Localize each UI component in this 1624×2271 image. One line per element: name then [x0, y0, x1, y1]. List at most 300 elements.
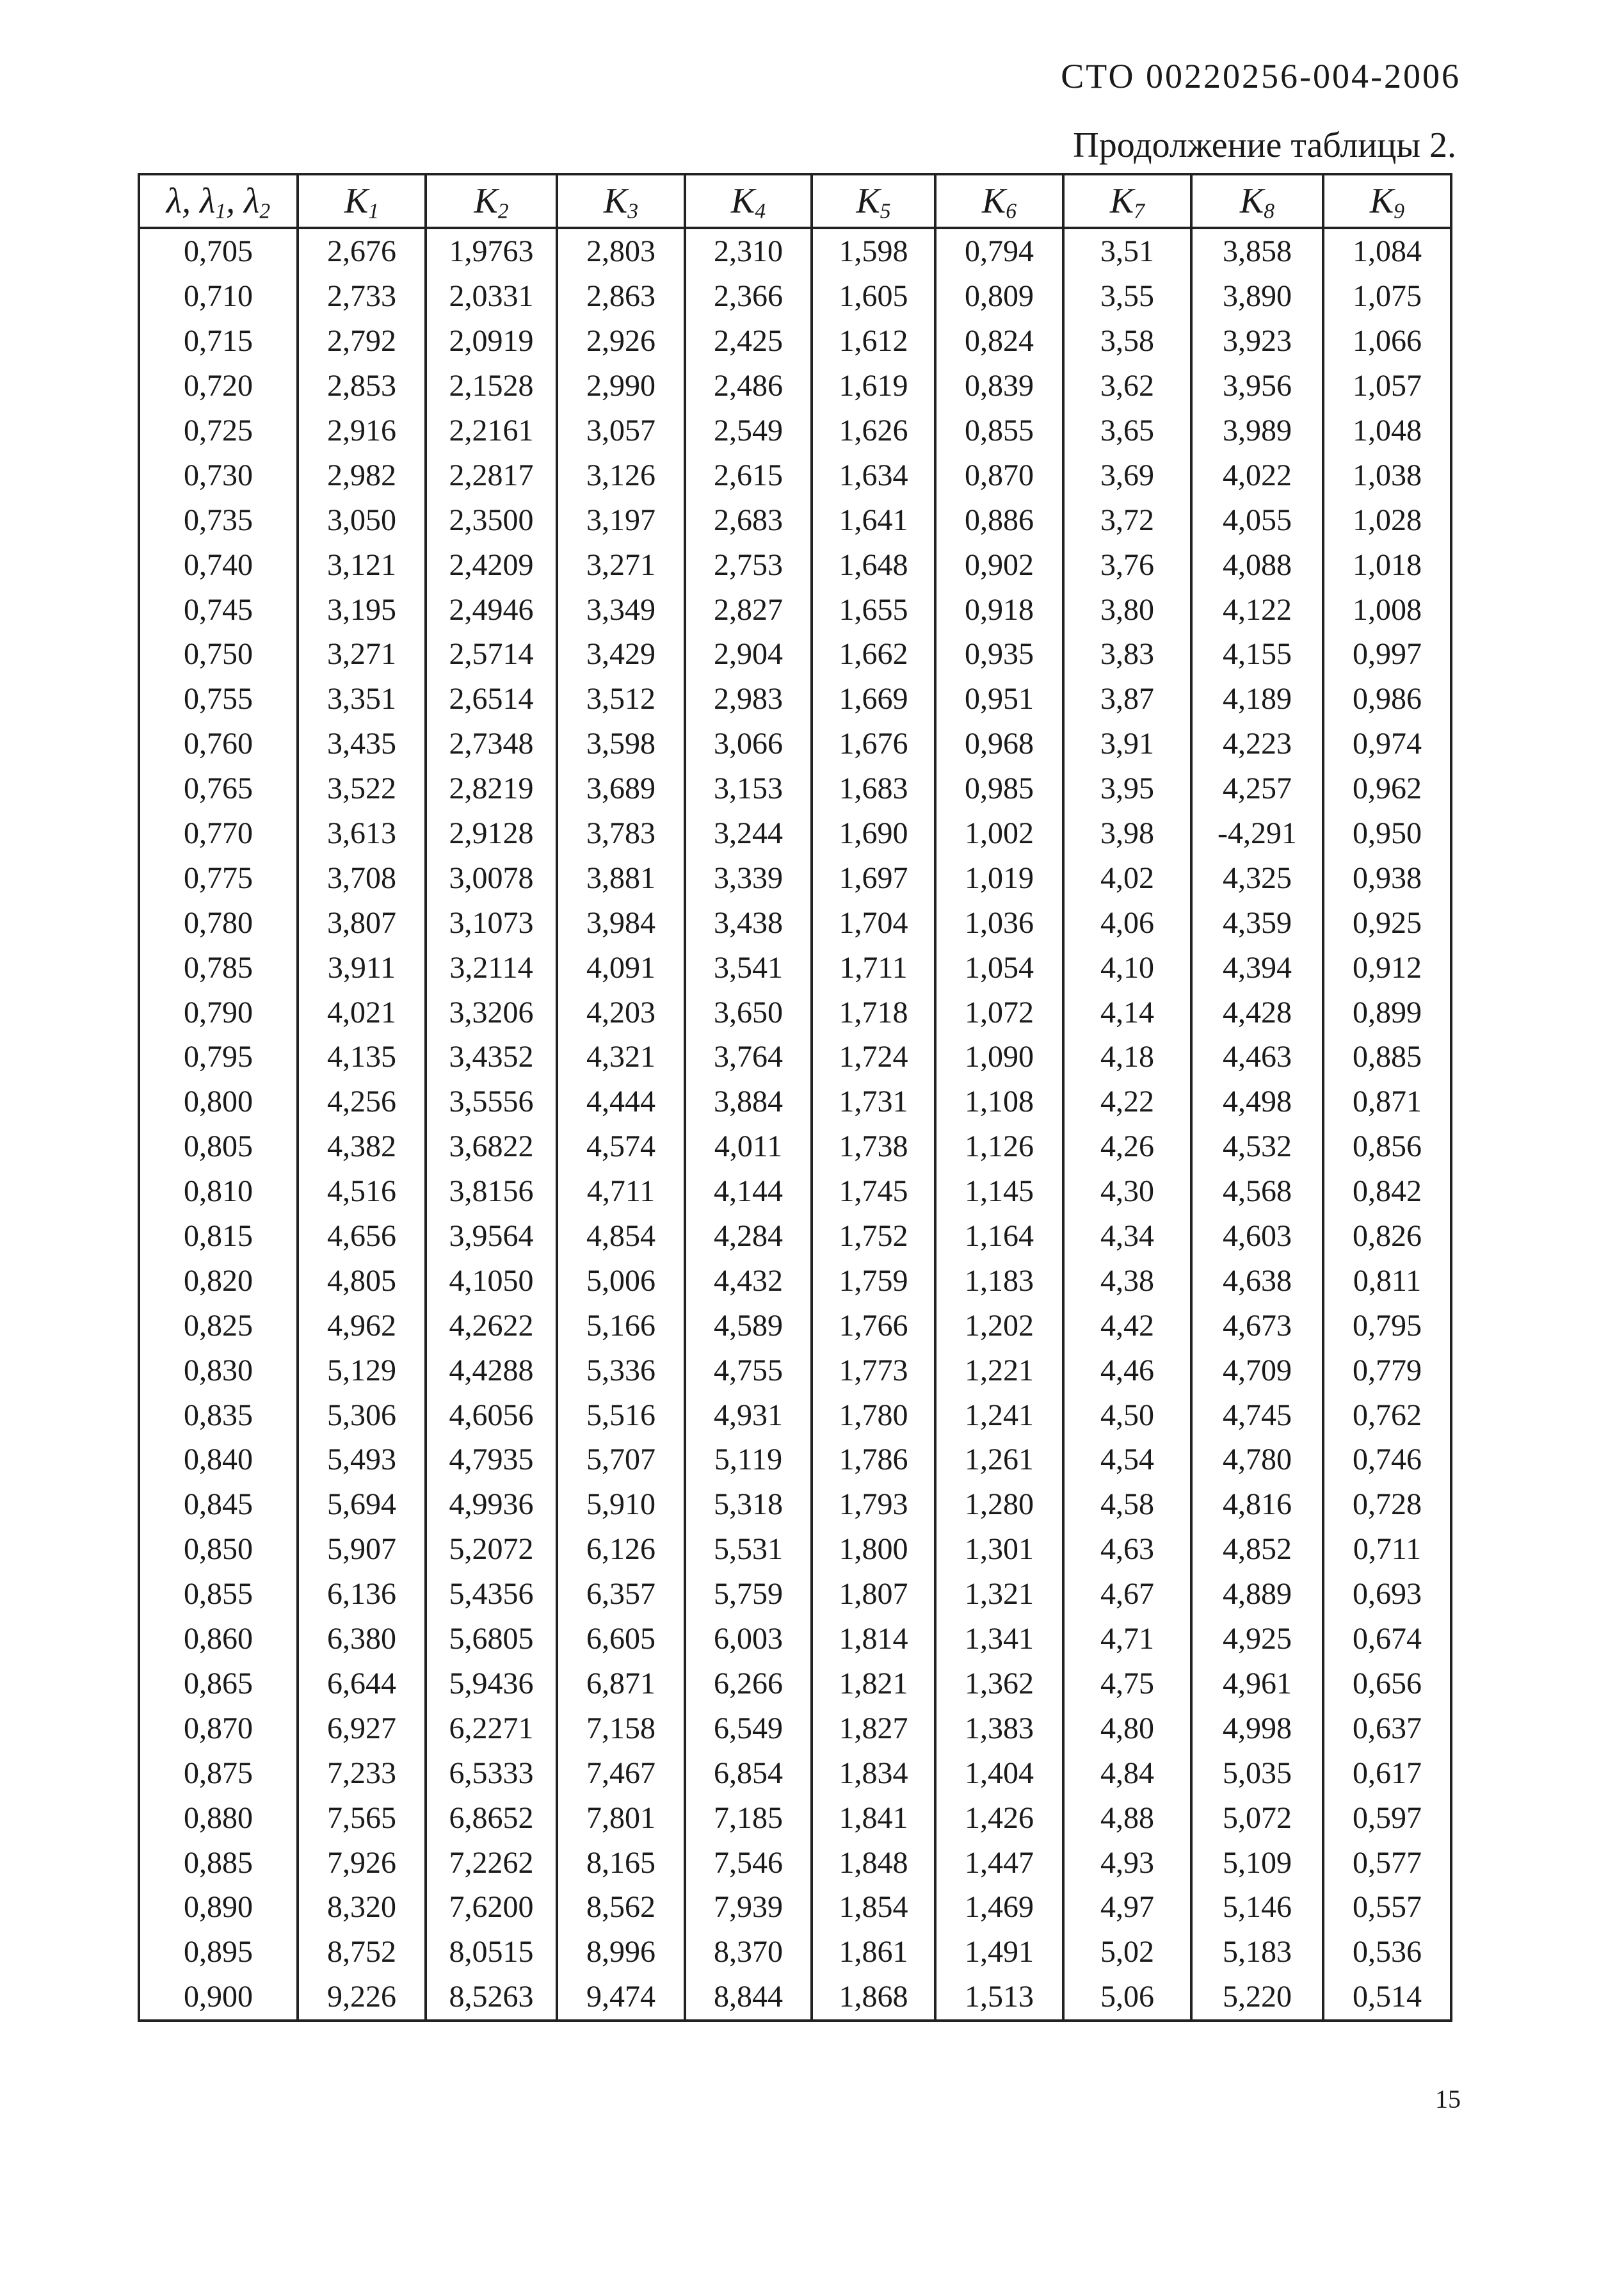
k4-cell: 3,066 — [685, 722, 812, 766]
k4-cell: 6,003 — [685, 1617, 812, 1661]
k4-cell: 2,366 — [685, 274, 812, 319]
k9-cell: 0,637 — [1323, 1706, 1451, 1750]
k1-cell: 6,136 — [298, 1572, 426, 1617]
k4-cell: 4,755 — [685, 1348, 812, 1393]
k6-cell: 0,985 — [935, 766, 1063, 811]
k3-cell: 6,605 — [557, 1617, 685, 1661]
lambda-cell: 0,760 — [139, 722, 298, 766]
k2-cell: 2,9128 — [426, 811, 557, 856]
k6-cell: 0,794 — [935, 228, 1063, 274]
k3-cell: 3,197 — [557, 497, 685, 542]
k4-cell: 5,759 — [685, 1572, 812, 1617]
k1-cell: 8,752 — [298, 1930, 426, 1975]
k5-cell: 1,676 — [812, 722, 935, 766]
k3-cell: 7,158 — [557, 1706, 685, 1750]
k3-cell: 4,091 — [557, 945, 685, 990]
k3-cell: 6,126 — [557, 1527, 685, 1572]
k2-cell: 6,2271 — [426, 1706, 557, 1750]
k6-cell: 0,968 — [935, 722, 1063, 766]
k9-cell: 0,925 — [1323, 900, 1451, 945]
k3-cell: 3,783 — [557, 811, 685, 856]
k7-cell: 3,98 — [1063, 811, 1191, 856]
k2-cell: 2,2817 — [426, 453, 557, 497]
column-header-k3: $K_3$ — [557, 174, 685, 228]
k2-cell: 2,5714 — [426, 632, 557, 677]
k9-cell: 0,795 — [1323, 1303, 1451, 1348]
k1-cell: 3,351 — [298, 677, 426, 722]
k7-cell: 4,34 — [1063, 1214, 1191, 1259]
k8-cell: 4,189 — [1191, 677, 1323, 722]
lambda-cell: 0,790 — [139, 990, 298, 1035]
k6-cell: 0,839 — [935, 364, 1063, 408]
k5-cell: 1,800 — [812, 1527, 935, 1572]
k2-cell: 2,7348 — [426, 722, 557, 766]
k4-cell: 2,615 — [685, 453, 812, 497]
k2-cell: 2,3500 — [426, 497, 557, 542]
k9-cell: 0,557 — [1323, 1885, 1451, 1930]
lambda-cell: 0,895 — [139, 1930, 298, 1975]
k4-cell: 2,827 — [685, 587, 812, 632]
table-row — [139, 1527, 1451, 1572]
k6-cell: 0,809 — [935, 274, 1063, 319]
k4-cell: 3,438 — [685, 900, 812, 945]
lambda-cell: 0,865 — [139, 1661, 298, 1706]
k2-cell: 3,1073 — [426, 900, 557, 945]
k5-cell: 1,690 — [812, 811, 935, 856]
k1-cell: 2,733 — [298, 274, 426, 319]
k9-cell: 0,885 — [1323, 1035, 1451, 1079]
k3-cell: 3,881 — [557, 855, 685, 900]
lambda-cell: 0,850 — [139, 1527, 298, 1572]
k2-cell: 3,8156 — [426, 1169, 557, 1214]
k3-cell: 4,711 — [557, 1169, 685, 1214]
k2-cell: 5,4356 — [426, 1572, 557, 1617]
k5-cell: 1,697 — [812, 855, 935, 900]
k4-cell: 4,144 — [685, 1169, 812, 1214]
table-row — [139, 1975, 1451, 2021]
lambda-cell: 0,855 — [139, 1572, 298, 1617]
k8-cell: 4,428 — [1191, 990, 1323, 1035]
column-header-k7: $K_7$ — [1063, 174, 1191, 228]
k5-cell: 1,834 — [812, 1750, 935, 1795]
lambda-cell: 0,900 — [139, 1975, 298, 2021]
table-row — [139, 1840, 1451, 1885]
k7-cell: 4,93 — [1063, 1840, 1191, 1885]
lambda-cell: 0,860 — [139, 1617, 298, 1661]
lambda-cell: 0,885 — [139, 1840, 298, 1885]
k5-cell: 1,773 — [812, 1348, 935, 1393]
table-row — [139, 1750, 1451, 1795]
k7-cell: 4,14 — [1063, 990, 1191, 1035]
k3-cell: 5,910 — [557, 1482, 685, 1527]
k8-cell: 4,889 — [1191, 1572, 1323, 1617]
table-row — [139, 228, 1451, 274]
k1-cell: 3,195 — [298, 587, 426, 632]
k8-cell: 4,925 — [1191, 1617, 1323, 1661]
k6-cell: 0,824 — [935, 319, 1063, 364]
k2-cell: 3,0078 — [426, 855, 557, 900]
table-row — [139, 1437, 1451, 1482]
data-table — [138, 173, 1452, 2022]
k1-cell: 3,708 — [298, 855, 426, 900]
lambda-cell: 0,880 — [139, 1795, 298, 1840]
k4-cell: 4,011 — [685, 1124, 812, 1169]
k1-cell: 6,927 — [298, 1706, 426, 1750]
k3-cell: 7,801 — [557, 1795, 685, 1840]
k6-cell: 1,321 — [935, 1572, 1063, 1617]
column-header-k1: $K_1$ — [298, 174, 426, 228]
table-row — [139, 1885, 1451, 1930]
k9-cell: 0,536 — [1323, 1930, 1451, 1975]
k2-cell: 2,0919 — [426, 319, 557, 364]
k4-cell: 4,284 — [685, 1214, 812, 1259]
table-row — [139, 900, 1451, 945]
k7-cell: 3,58 — [1063, 319, 1191, 364]
k8-cell: 4,816 — [1191, 1482, 1323, 1527]
k1-cell: 2,853 — [298, 364, 426, 408]
column-header-k2: $K_2$ — [426, 174, 557, 228]
table-row — [139, 1572, 1451, 1617]
k6-cell: 1,221 — [935, 1348, 1063, 1393]
lambda-cell: 0,705 — [139, 228, 298, 274]
k7-cell: 4,42 — [1063, 1303, 1191, 1348]
k2-cell: 6,8652 — [426, 1795, 557, 1840]
k8-cell: 5,035 — [1191, 1750, 1323, 1795]
table-row — [139, 587, 1451, 632]
k8-cell: 5,146 — [1191, 1885, 1323, 1930]
k7-cell: 3,80 — [1063, 587, 1191, 632]
k4-cell: 6,266 — [685, 1661, 812, 1706]
k3-cell: 6,871 — [557, 1661, 685, 1706]
table-row — [139, 1617, 1451, 1661]
k8-cell: 4,022 — [1191, 453, 1323, 497]
k7-cell: 4,38 — [1063, 1258, 1191, 1303]
table-row — [139, 542, 1451, 587]
k6-cell: 1,469 — [935, 1885, 1063, 1930]
k4-cell: 3,153 — [685, 766, 812, 811]
k7-cell: 4,67 — [1063, 1572, 1191, 1617]
k4-cell: 4,931 — [685, 1393, 812, 1437]
k6-cell: 0,951 — [935, 677, 1063, 722]
k7-cell: 4,18 — [1063, 1035, 1191, 1079]
k3-cell: 8,562 — [557, 1885, 685, 1930]
k1-cell: 8,320 — [298, 1885, 426, 1930]
lambda-cell: 0,720 — [139, 364, 298, 408]
k8-cell: 4,122 — [1191, 587, 1323, 632]
k4-cell: 2,549 — [685, 408, 812, 453]
k8-cell: 3,989 — [1191, 408, 1323, 453]
k2-cell: 3,9564 — [426, 1214, 557, 1259]
k1-cell: 4,382 — [298, 1124, 426, 1169]
k7-cell: 3,62 — [1063, 364, 1191, 408]
k7-cell: 4,10 — [1063, 945, 1191, 990]
k1-cell: 3,613 — [298, 811, 426, 856]
k1-cell: 5,694 — [298, 1482, 426, 1527]
k7-cell: 4,30 — [1063, 1169, 1191, 1214]
k7-cell: 4,88 — [1063, 1795, 1191, 1840]
k7-cell: 3,91 — [1063, 722, 1191, 766]
k3-cell: 3,512 — [557, 677, 685, 722]
k8-cell: 4,394 — [1191, 945, 1323, 990]
k2-cell: 4,9936 — [426, 1482, 557, 1527]
k4-cell: 2,904 — [685, 632, 812, 677]
k9-cell: 1,028 — [1323, 497, 1451, 542]
k4-cell: 4,589 — [685, 1303, 812, 1348]
k8-cell: 4,852 — [1191, 1527, 1323, 1572]
k9-cell: 0,871 — [1323, 1079, 1451, 1124]
k9-cell: 0,842 — [1323, 1169, 1451, 1214]
k6-cell: 1,090 — [935, 1035, 1063, 1079]
k9-cell: 0,674 — [1323, 1617, 1451, 1661]
table-row — [139, 1706, 1451, 1750]
k7-cell: 4,84 — [1063, 1750, 1191, 1795]
k3-cell: 8,165 — [557, 1840, 685, 1885]
k1-cell: 3,807 — [298, 900, 426, 945]
k9-cell: 0,711 — [1323, 1527, 1451, 1572]
k3-cell: 3,349 — [557, 587, 685, 632]
k5-cell: 1,752 — [812, 1214, 935, 1259]
k2-cell: 2,0331 — [426, 274, 557, 319]
table-row — [139, 1258, 1451, 1303]
k5-cell: 1,780 — [812, 1393, 935, 1437]
k9-cell: 0,856 — [1323, 1124, 1451, 1169]
k5-cell: 1,598 — [812, 228, 935, 274]
k9-cell: 0,912 — [1323, 945, 1451, 990]
table-row — [139, 274, 1451, 319]
k7-cell: 3,95 — [1063, 766, 1191, 811]
k6-cell: 1,383 — [935, 1706, 1063, 1750]
k3-cell: 3,598 — [557, 722, 685, 766]
k8-cell: 3,956 — [1191, 364, 1323, 408]
k1-cell: 5,129 — [298, 1348, 426, 1393]
k6-cell: 0,935 — [935, 632, 1063, 677]
table-row — [139, 1169, 1451, 1214]
k6-cell: 1,261 — [935, 1437, 1063, 1482]
column-header-k6: $K_6$ — [935, 174, 1063, 228]
k2-cell: 2,8219 — [426, 766, 557, 811]
lambda-cell: 0,875 — [139, 1750, 298, 1795]
k9-cell: 0,962 — [1323, 766, 1451, 811]
k4-cell: 5,318 — [685, 1482, 812, 1527]
k3-cell: 5,707 — [557, 1437, 685, 1482]
k6-cell: 1,362 — [935, 1661, 1063, 1706]
k8-cell: 3,858 — [1191, 228, 1323, 274]
k1-cell: 4,135 — [298, 1035, 426, 1079]
k2-cell: 3,4352 — [426, 1035, 557, 1079]
k4-cell: 2,486 — [685, 364, 812, 408]
k6-cell: 1,447 — [935, 1840, 1063, 1885]
k2-cell: 5,9436 — [426, 1661, 557, 1706]
k7-cell: 4,26 — [1063, 1124, 1191, 1169]
lambda-cell: 0,780 — [139, 900, 298, 945]
table-row — [139, 408, 1451, 453]
k4-cell: 7,185 — [685, 1795, 812, 1840]
k6-cell: 1,241 — [935, 1393, 1063, 1437]
k2-cell: 5,6805 — [426, 1617, 557, 1661]
table-row — [139, 811, 1451, 856]
header-row — [139, 174, 1451, 228]
k8-cell: 4,998 — [1191, 1706, 1323, 1750]
table-row — [139, 722, 1451, 766]
k2-cell: 4,2622 — [426, 1303, 557, 1348]
k6-cell: 1,404 — [935, 1750, 1063, 1795]
k9-cell: 0,617 — [1323, 1750, 1451, 1795]
k5-cell: 1,786 — [812, 1437, 935, 1482]
k7-cell: 4,54 — [1063, 1437, 1191, 1482]
k7-cell: 4,06 — [1063, 900, 1191, 945]
lambda-cell: 0,770 — [139, 811, 298, 856]
k7-cell: 4,02 — [1063, 855, 1191, 900]
k5-cell: 1,634 — [812, 453, 935, 497]
k8-cell: 4,780 — [1191, 1437, 1323, 1482]
k4-cell: 3,244 — [685, 811, 812, 856]
k6-cell: 0,870 — [935, 453, 1063, 497]
k3-cell: 7,467 — [557, 1750, 685, 1795]
k7-cell: 4,50 — [1063, 1393, 1191, 1437]
k5-cell: 1,612 — [812, 319, 935, 364]
k7-cell: 3,83 — [1063, 632, 1191, 677]
k3-cell: 3,984 — [557, 900, 685, 945]
table-row — [139, 632, 1451, 677]
table-row — [139, 1303, 1451, 1348]
k3-cell: 4,203 — [557, 990, 685, 1035]
k6-cell: 1,036 — [935, 900, 1063, 945]
k4-cell: 2,310 — [685, 228, 812, 274]
k9-cell: 0,779 — [1323, 1348, 1451, 1393]
k4-cell: 5,119 — [685, 1437, 812, 1482]
k7-cell: 5,06 — [1063, 1975, 1191, 2021]
k9-cell: 0,997 — [1323, 632, 1451, 677]
k5-cell: 1,731 — [812, 1079, 935, 1124]
k1-cell: 3,911 — [298, 945, 426, 990]
table-row — [139, 453, 1451, 497]
k8-cell: -4,291 — [1191, 811, 1323, 856]
table-body — [139, 228, 1451, 2021]
k8-cell: 4,568 — [1191, 1169, 1323, 1214]
k4-cell: 7,939 — [685, 1885, 812, 1930]
k9-cell: 1,075 — [1323, 274, 1451, 319]
k5-cell: 1,641 — [812, 497, 935, 542]
k5-cell: 1,724 — [812, 1035, 935, 1079]
k9-cell: 0,514 — [1323, 1975, 1451, 2021]
k1-cell: 4,021 — [298, 990, 426, 1035]
table-row — [139, 497, 1451, 542]
k4-cell: 3,339 — [685, 855, 812, 900]
k5-cell: 1,841 — [812, 1795, 935, 1840]
k2-cell: 3,3206 — [426, 990, 557, 1035]
k9-cell: 0,974 — [1323, 722, 1451, 766]
column-header-k9: $K_9$ — [1323, 174, 1451, 228]
k5-cell: 1,648 — [812, 542, 935, 587]
k1-cell: 3,522 — [298, 766, 426, 811]
table-row — [139, 1393, 1451, 1437]
k8-cell: 4,223 — [1191, 722, 1323, 766]
k6-cell: 1,002 — [935, 811, 1063, 856]
lambda-cell: 0,820 — [139, 1258, 298, 1303]
k8-cell: 4,325 — [1191, 855, 1323, 900]
lambda-cell: 0,810 — [139, 1169, 298, 1214]
table-row — [139, 677, 1451, 722]
table-row — [139, 1079, 1451, 1124]
k2-cell: 3,2114 — [426, 945, 557, 990]
k6-cell: 0,855 — [935, 408, 1063, 453]
k8-cell: 4,638 — [1191, 1258, 1323, 1303]
k1-cell: 4,256 — [298, 1079, 426, 1124]
table-row — [139, 1035, 1451, 1079]
k1-cell: 7,926 — [298, 1840, 426, 1885]
column-header-k4: $K_4$ — [685, 174, 812, 228]
lambda-cell: 0,765 — [139, 766, 298, 811]
k3-cell: 2,803 — [557, 228, 685, 274]
k9-cell: 1,008 — [1323, 587, 1451, 632]
k3-cell: 2,926 — [557, 319, 685, 364]
lambda-cell: 0,795 — [139, 1035, 298, 1079]
k3-cell: 9,474 — [557, 1975, 685, 2021]
k8-cell: 5,220 — [1191, 1975, 1323, 2021]
lambda-cell: 0,830 — [139, 1348, 298, 1393]
k3-cell: 8,996 — [557, 1930, 685, 1975]
k7-cell: 4,46 — [1063, 1348, 1191, 1393]
k1-cell: 5,907 — [298, 1527, 426, 1572]
k2-cell: 2,4209 — [426, 542, 557, 587]
k6-cell: 1,126 — [935, 1124, 1063, 1169]
k8-cell: 4,155 — [1191, 632, 1323, 677]
table-row — [139, 364, 1451, 408]
k1-cell: 2,792 — [298, 319, 426, 364]
k4-cell: 6,549 — [685, 1706, 812, 1750]
k9-cell: 0,811 — [1323, 1258, 1451, 1303]
table-row — [139, 1348, 1451, 1393]
k7-cell: 3,76 — [1063, 542, 1191, 587]
k1-cell: 4,656 — [298, 1214, 426, 1259]
k9-cell: 0,899 — [1323, 990, 1451, 1035]
k6-cell: 1,054 — [935, 945, 1063, 990]
k6-cell: 1,019 — [935, 855, 1063, 900]
k7-cell: 4,71 — [1063, 1617, 1191, 1661]
k8-cell: 5,072 — [1191, 1795, 1323, 1840]
k7-cell: 3,65 — [1063, 408, 1191, 453]
k1-cell: 5,493 — [298, 1437, 426, 1482]
lambda-cell: 0,730 — [139, 453, 298, 497]
table-row — [139, 855, 1451, 900]
k3-cell: 2,990 — [557, 364, 685, 408]
k1-cell: 6,380 — [298, 1617, 426, 1661]
k8-cell: 4,961 — [1191, 1661, 1323, 1706]
k6-cell: 0,918 — [935, 587, 1063, 632]
k4-cell: 8,370 — [685, 1930, 812, 1975]
k4-cell: 2,425 — [685, 319, 812, 364]
k5-cell: 1,655 — [812, 587, 935, 632]
k1-cell: 4,516 — [298, 1169, 426, 1214]
k3-cell: 3,126 — [557, 453, 685, 497]
k3-cell: 4,854 — [557, 1214, 685, 1259]
k4-cell: 3,541 — [685, 945, 812, 990]
k4-cell: 3,764 — [685, 1035, 812, 1079]
k2-cell: 2,2161 — [426, 408, 557, 453]
k1-cell: 3,271 — [298, 632, 426, 677]
k2-cell: 4,7935 — [426, 1437, 557, 1482]
lambda-cell: 0,835 — [139, 1393, 298, 1437]
k2-cell: 7,2262 — [426, 1840, 557, 1885]
k5-cell: 1,848 — [812, 1840, 935, 1885]
k1-cell: 4,962 — [298, 1303, 426, 1348]
k4-cell: 2,753 — [685, 542, 812, 587]
lambda-cell: 0,785 — [139, 945, 298, 990]
k9-cell: 1,066 — [1323, 319, 1451, 364]
k6-cell: 1,341 — [935, 1617, 1063, 1661]
k5-cell: 1,711 — [812, 945, 935, 990]
k5-cell: 1,669 — [812, 677, 935, 722]
